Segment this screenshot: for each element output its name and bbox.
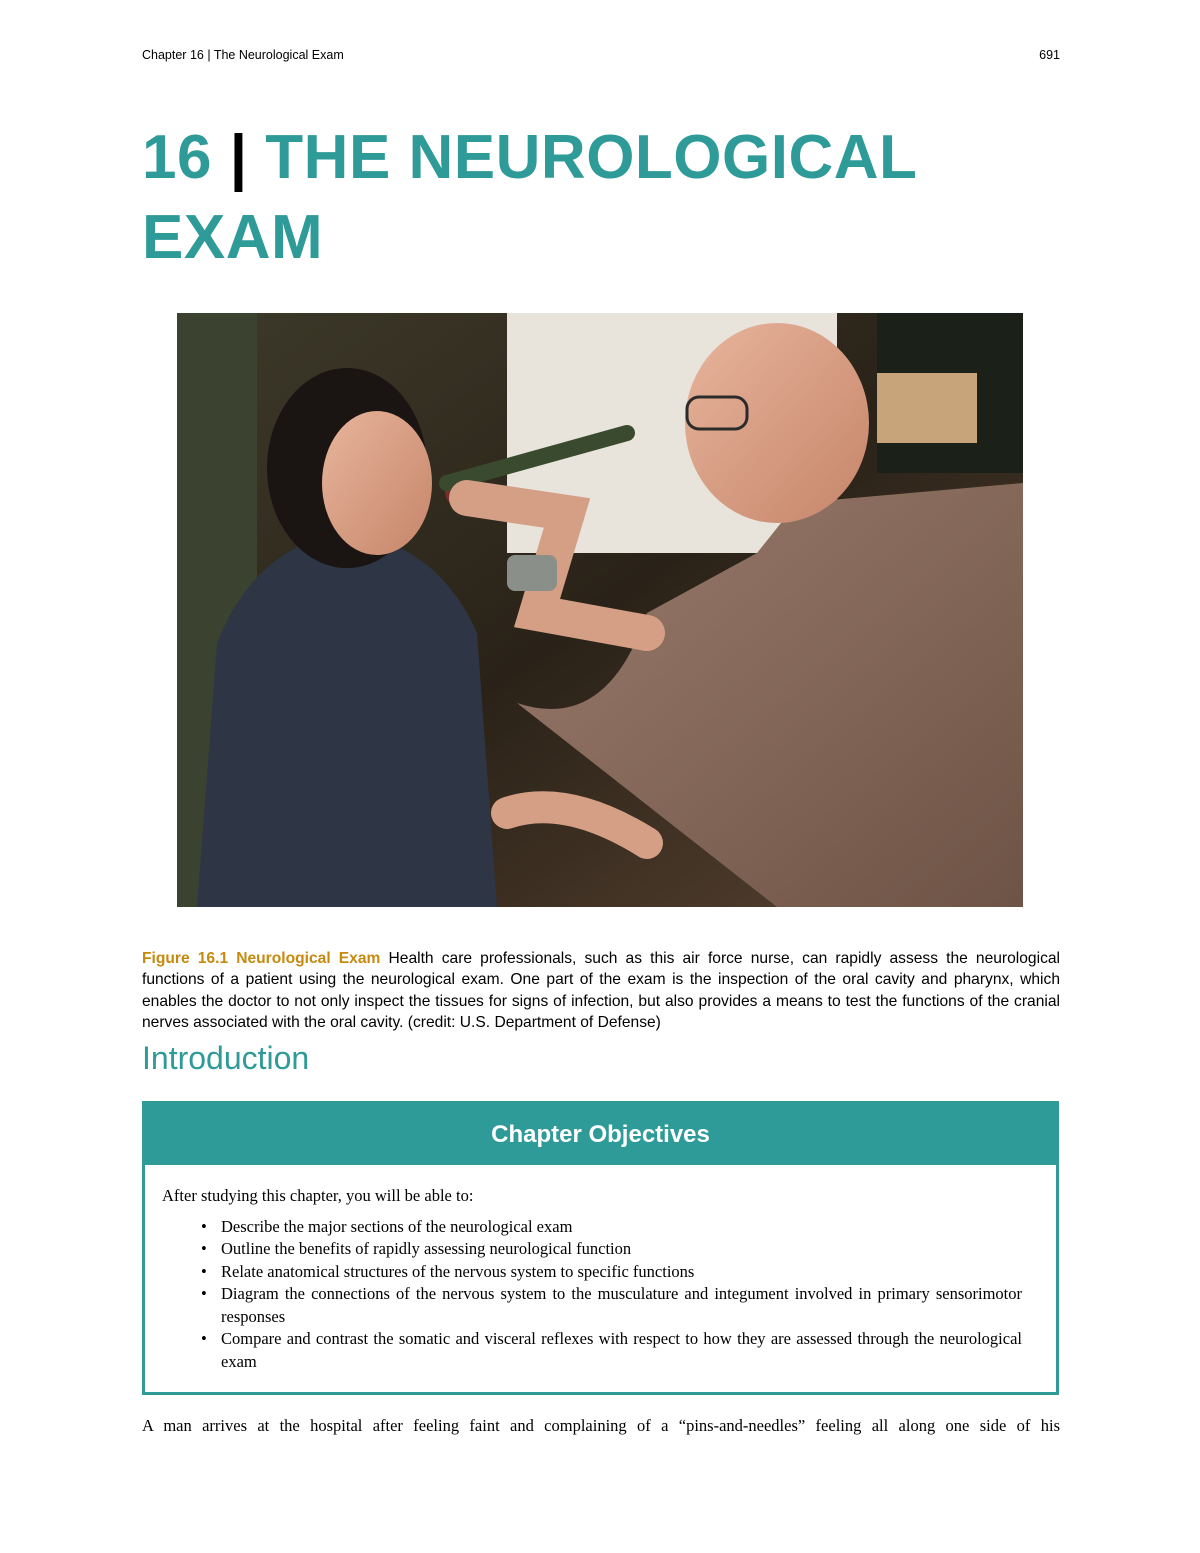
figure-caption	[142, 948, 1060, 1034]
chapter-objectives-body	[145, 1165, 1056, 1373]
objective-item: • Outline the benefits of rapidly assessing neurological function	[221, 1238, 1022, 1261]
chapter-title-line2: EXAM	[142, 203, 324, 272]
figure-photo	[177, 313, 1023, 907]
page-number: 691	[1039, 48, 1060, 62]
objective-item: • Compare and contrast the somatic and visceral reflexes with respect to how they are assessed through the neurological exam	[221, 1328, 1022, 1373]
chapter-number: 16	[142, 123, 212, 192]
section-heading: Introduction	[142, 1040, 310, 1076]
title-separator: |	[229, 123, 248, 192]
chapter-objectives-title: Chapter Objectives	[145, 1104, 1056, 1165]
chapter-title	[142, 118, 1062, 278]
running-header	[142, 48, 1060, 62]
objective-item: • Relate anatomical structures of the nervous system to specific functions	[221, 1261, 1022, 1284]
chapter-objectives-box	[142, 1101, 1059, 1395]
body-paragraph: A man arrives at the hospital after feeling faint and complaining of a “pins-and-needles” feeling all along one side of his	[142, 1416, 1060, 1435]
objectives-intro: After studying this chapter, you will be able to:	[162, 1186, 474, 1205]
running-title: Chapter 16 | The Neurological Exam	[142, 48, 344, 62]
figure-label: Figure 16.1 Neurological Exam	[142, 949, 381, 967]
objective-item: • Describe the major sections of the neurological exam	[221, 1216, 1022, 1239]
objective-item: • Diagram the connections of the nervous system to the musculature and integument involved in primary sensorimotor responses	[221, 1283, 1022, 1328]
chapter-title-line1: THE NEUROLOGICAL	[265, 123, 918, 192]
figure-caption-text: Health care professionals, such as this air force nurse, can rapidly assess the neurological functions of a patient using the neurological exam. One part of the exam is the inspection of the oral cavity and pharynx, which enables the doctor to not only inspect the tissues for signs of infection, but also provides a means to test the functions of the cranial nerves associated with the oral cavity. (credit: U.S. Department of Defense)	[142, 949, 1060, 1032]
objectives-list	[162, 1216, 1022, 1374]
